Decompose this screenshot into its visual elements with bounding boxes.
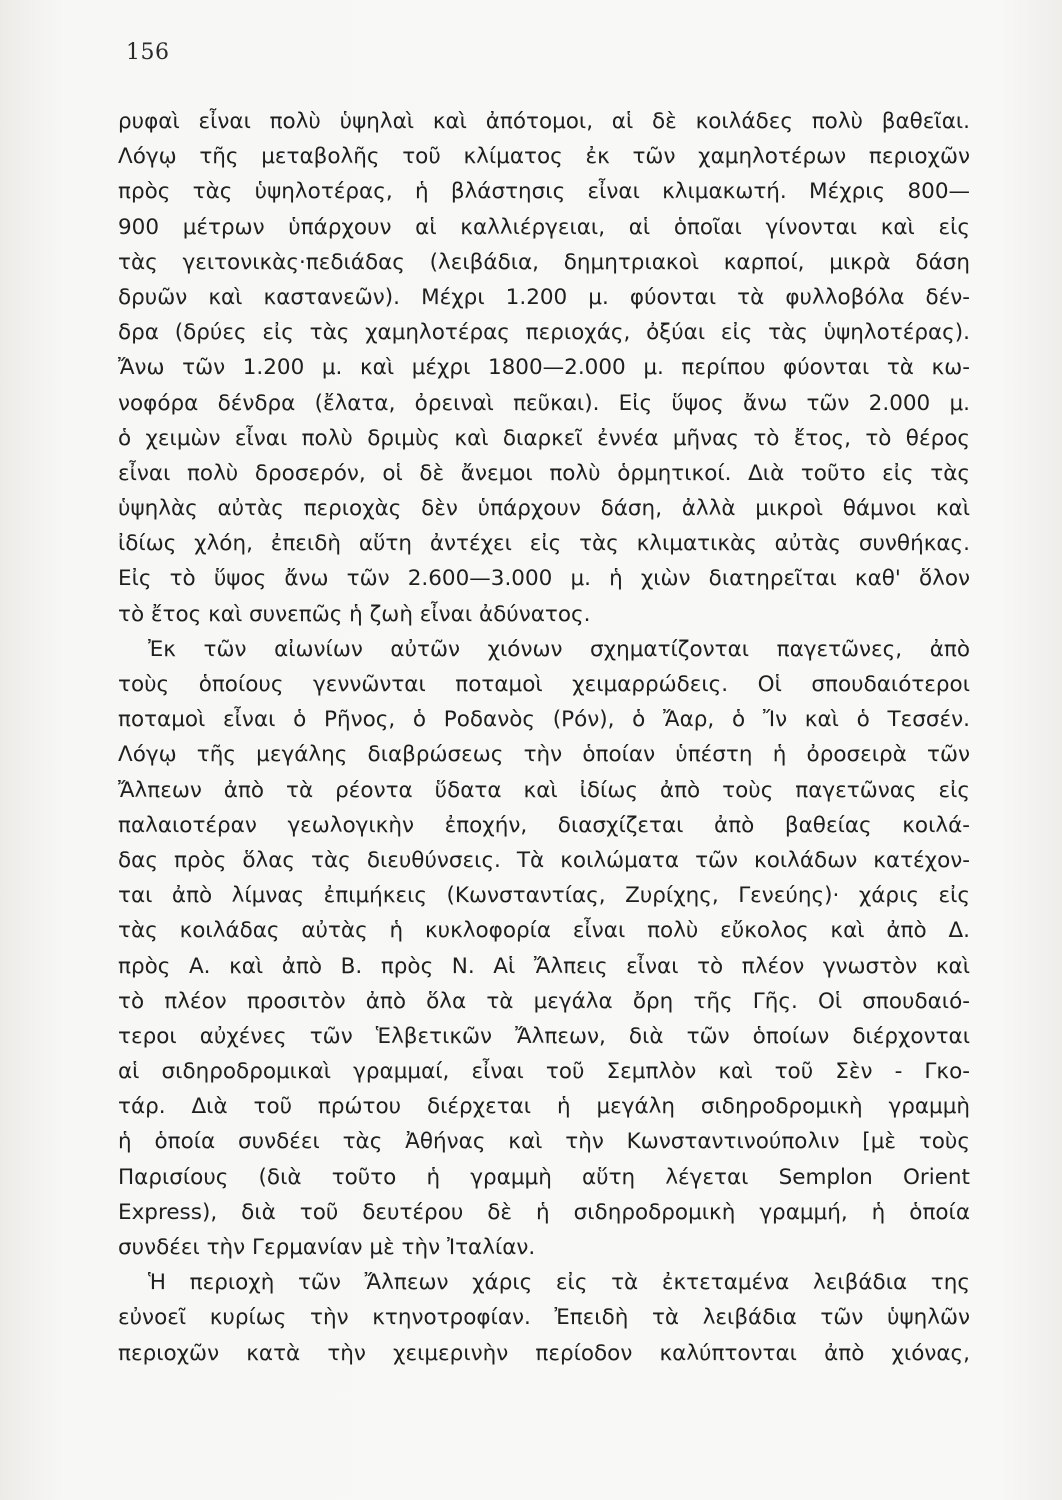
text-line: Express), διὰ τοῦ δευτέρου δὲ ἡ σιδηροδρομικὴ γραμμή, ἡ ὁποία bbox=[118, 1199, 970, 1225]
text-line: αἱ σιδηροδρομικαὶ γραμμαί, εἶναι τοῦ Σεμπλὸν καὶ τοῦ Σὲν - Γκο- bbox=[118, 1059, 970, 1085]
text-line: Ἄνω τῶν 1.200 μ. καὶ μέχρι 1800—2.000 μ. περίπου φύονται τὰ κω- bbox=[118, 355, 970, 381]
page-number: 156 bbox=[126, 40, 170, 65]
text-line: ὁ χειμὼν εἶναι πολὺ δριμὺς καὶ διαρκεῖ ἐννέα μῆνας τὸ ἔτος, τὸ θέρος bbox=[118, 425, 970, 451]
text-line: ρυφαὶ εἶναι πολὺ ὑψηλαὶ καὶ ἀπότομοι, αἱ δὲ κοιλάδες πολὺ βαθεῖαι. bbox=[118, 109, 970, 134]
text-line: τὰς γειτονικὰς·πεδιάδας (λειβάδια, δημητριακοὶ καρποί, μικρὰ δάση bbox=[118, 249, 970, 275]
text-line: δρυῶν καὶ καστανεῶν). Μέχρι 1.200 μ. φύονται τὰ φυλλοβόλα δέν- bbox=[118, 284, 970, 310]
text-line: Ἐκ τῶν αἰωνίων αὐτῶν χιόνων σχηματίζονται παγετῶνες, ἀπὸ bbox=[148, 636, 970, 662]
text-line: ὑψηλὰς αὐτὰς περιοχὰς δὲν ὑπάρχουν δάση, ἀλλὰ μικροὶ θάμνοι καὶ bbox=[118, 496, 970, 522]
text-line: περιοχῶν κατὰ τὴν χειμερινὴν περίοδον καλύπτονται ἀπὸ χιόνας, bbox=[118, 1340, 970, 1366]
text-line: τὸ ἔτος καὶ συνεπῶς ἡ ζωὴ εἶναι ἀδύνατος. bbox=[118, 601, 591, 627]
text-line: τεροι αὐχένες τῶν Ἑλβετικῶν Ἄλπεων, διὰ τῶν ὁποίων διέρχονται bbox=[118, 1023, 970, 1049]
text-line: τὸ πλέον προσιτὸν ἀπὸ ὅλα τὰ μεγάλα ὄρη τῆς Γῆς. Οἱ σπουδαιό- bbox=[118, 988, 970, 1014]
text-line: τὰς κοιλάδας αὐτὰς ἡ κυκλοφορία εἶναι πολὺ εὔκολος καὶ ἀπὸ Δ. bbox=[118, 918, 970, 944]
text-line: τάρ. Διὰ τοῦ πρώτου διέρχεται ἡ μεγάλη σιδηροδρομικὴ γραμμὴ bbox=[118, 1094, 970, 1120]
text-line: συνδέει τὴν Γερμανίαν μὲ τὴν Ἰταλίαν. bbox=[118, 1235, 536, 1260]
text-line: εἶναι πολὺ δροσερόν, οἱ δὲ ἄνεμοι πολὺ ὁρμητικοί. Διὰ τοῦτο εἰς τὰς bbox=[118, 460, 970, 486]
text-line: 900 μέτρων ὑπάρχουν αἱ καλλιέργειαι, αἱ ὁποῖαι γίνονται καὶ εἰς bbox=[118, 214, 970, 240]
text-line: Ἡ περιοχὴ τῶν Ἄλπεων χάρις εἰς τὰ ἐκτεταμένα λειβάδια της bbox=[148, 1270, 970, 1296]
text-line: εὐνοεῖ κυρίως τὴν κτηνοτροφίαν. Ἐπειδὴ τὰ λειβάδια τῶν ὑψηλῶν bbox=[118, 1305, 970, 1331]
text-line: ται ἀπὸ λίμνας ἐπιμήκεις (Κωνσταντίας, Ζυρίχης, Γενεύης)· χάρις εἰς bbox=[118, 883, 970, 909]
text-line: πρὸς Α. καὶ ἀπὸ Β. πρὸς Ν. Αἱ Ἄλπεις εἶναι τὸ πλέον γνωστὸν καὶ bbox=[118, 953, 970, 979]
text-line: Ἄλπεων ἀπὸ τὰ ρέοντα ὕδατα καὶ ἰδίως ἀπὸ τοὺς παγετῶνας εἰς bbox=[118, 777, 970, 803]
text-line: ποταμοὶ εἶναι ὁ Ρῆνος, ὁ Ροδανὸς (Ρόν), ὁ Ἄαρ, ὁ Ἴν καὶ ὁ Τεσσέν. bbox=[118, 707, 970, 733]
text-line: ἰδίως χλόη, ἐπειδὴ αὕτη ἀντέχει εἰς τὰς κλιματικὰς αὐτὰς συνθήκας. bbox=[118, 531, 970, 557]
text-line: Παρισίους (διὰ τοῦτο ἡ γραμμὴ αὕτη λέγεται Semplon Orient bbox=[118, 1164, 970, 1190]
text-line: Λόγῳ τῆς μεγάλης διαβρώσεως τὴν ὁποίαν ὑπέστη ἡ ὀροσειρὰ τῶν bbox=[118, 742, 970, 768]
text-line: ἡ ὁποία συνδέει τὰς Ἀθήνας καὶ τὴν Κωνσταντινούπολιν [μὲ τοὺς bbox=[118, 1129, 970, 1155]
text-line: πρὸς τὰς ὑψηλοτέρας, ἡ βλάστησις εἶναι κλιμακωτή. Μέχρις 800— bbox=[118, 179, 970, 205]
body-text bbox=[118, 104, 970, 1371]
text-line: Λόγῳ τῆς μεταβολῆς τοῦ κλίματος ἐκ τῶν χαμηλοτέρων περιοχῶν bbox=[118, 144, 970, 170]
text-line: νοφόρα δένδρα (ἔλατα, ὀρειναὶ πεῦκαι). Εἰς ὕψος ἄνω τῶν 2.000 μ. bbox=[118, 390, 970, 416]
text-line: Εἰς τὸ ὕψος ἄνω τῶν 2.600—3.000 μ. ἡ χιὼν διατηρεῖται καθ' ὅλον bbox=[118, 566, 970, 592]
text-line: παλαιοτέραν γεωλογικὴν ἐποχήν, διασχίζεται ἀπὸ βαθείας κοιλά- bbox=[118, 812, 970, 838]
text-line: δας πρὸς ὅλας τὰς διευθύνσεις. Τὰ κοιλώματα τῶν κοιλάδων κατέχον- bbox=[118, 847, 970, 873]
text-line: δρα (δρύες εἰς τὰς χαμηλοτέρας περιοχάς, ὀξύαι εἰς τὰς ὑψηλοτέρας). bbox=[118, 320, 970, 346]
text-line: τοὺς ὁποίους γεννῶνται ποταμοὶ χειμαρρώδεις. Οἱ σπουδαιότεροι bbox=[118, 672, 970, 697]
